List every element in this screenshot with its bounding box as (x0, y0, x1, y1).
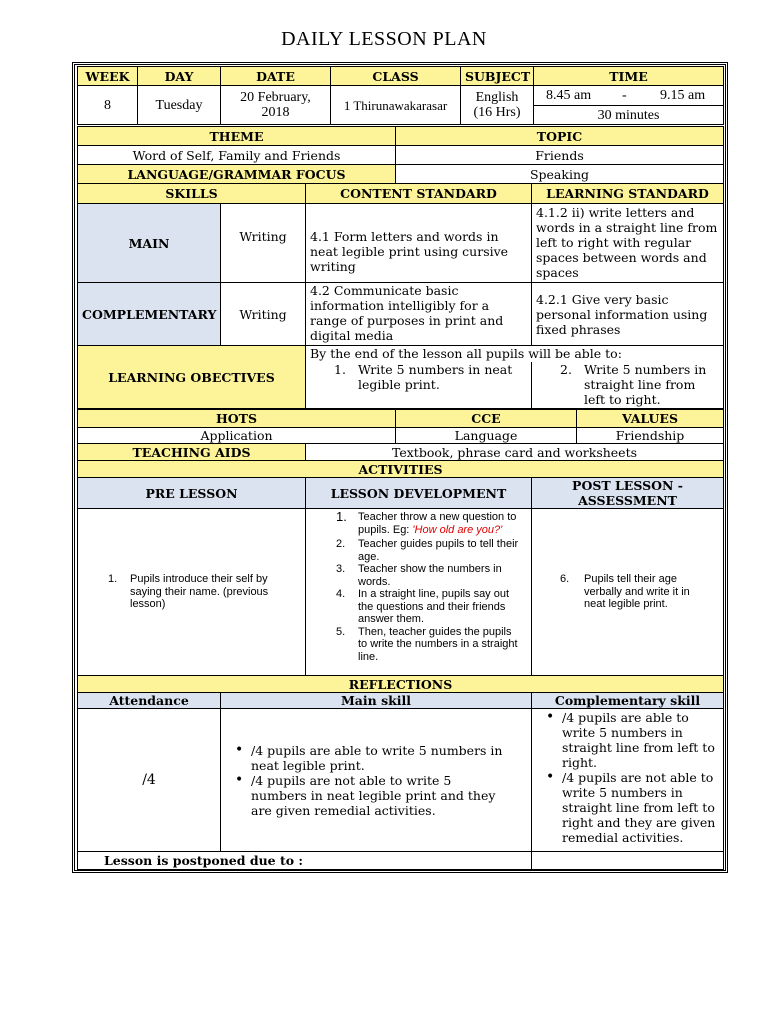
focus-value: Speaking (396, 165, 724, 184)
main-skill-reflection-label: Main skill (221, 693, 532, 709)
main-skill-value: Writing (221, 204, 306, 283)
day-label: DAY (138, 67, 221, 86)
reflections-label: REFLECTIONS (78, 676, 724, 693)
complementary-skill-reflection (532, 709, 724, 852)
content-standard-label: CONTENT STANDARD (306, 184, 532, 204)
lesson-development-label: LESSON DEVELOPMENT (306, 478, 532, 509)
reflection-item: • /4 pupils are not able to write 5 numbers in straight line from left to right and they are given remedial activities. (540, 770, 717, 845)
reflection-item: • /4 pupils are not able to write 5 numbers in neat legible print and they are given remedial activities. (229, 773, 511, 818)
objective-item: 1. Write 5 numbers in neat legible print. (306, 362, 532, 409)
main-skill-reflection (221, 709, 532, 852)
values-value: Friendship (577, 428, 724, 444)
time-end: 9.15 am (660, 88, 706, 103)
date-value: 20 February, 2018 (221, 86, 331, 125)
postponed-reason (532, 852, 724, 870)
objective-text: Write 5 numbers in straight line from left to right. (584, 361, 707, 407)
example-question: 'How old are you?' (412, 523, 503, 536)
main-content-standard: 4.1 Form letters and words in neat legible print using cursive writing (306, 204, 532, 283)
subject-label: SUBJECT (461, 67, 534, 86)
activities-table (77, 443, 724, 676)
objective-text: Write 5 numbers in neat legible print. (358, 361, 513, 392)
complementary-learning-standard: 4.2.1 Give very basic personal information using fixed phrases (532, 283, 724, 346)
main-learning-standard: 4.1.2 ii) write letters and words in a straight line from left to right with regular spaces between words and spaces (532, 204, 724, 283)
learning-standard-label: LEARNING STANDARD (532, 184, 724, 204)
time-start: 8.45 am (546, 88, 592, 103)
topic-label: TOPIC (396, 127, 724, 146)
attendance-value: /4 (78, 709, 221, 852)
reflection-item: • /4 pupils are able to write 5 numbers in neat legible print. (229, 743, 511, 773)
activity-step: 2. Teacher guides pupils to tell their age. (336, 538, 519, 563)
day-value: Tuesday (138, 86, 221, 125)
week-value: 8 (78, 86, 138, 125)
complementary-content-standard: 4.2 Communicate basic information intelligibly for a range of purposes in print and digital media (306, 283, 532, 346)
activity-step: 4. In a straight line, pupils say out the questions and their friends answer them. (336, 588, 510, 625)
theme-value: Word of Self, Family and Friends (78, 146, 396, 165)
time-range (534, 86, 724, 106)
lesson-development-activities (306, 509, 532, 676)
attendance-label: Attendance (78, 693, 221, 709)
pre-lesson-label: PRE LESSON (78, 478, 306, 509)
page-title: DAILY LESSON PLAN (281, 28, 487, 50)
header-table (77, 66, 724, 125)
reflection-item: • /4 pupils are able to write 5 numbers in straight line from left to right. (540, 710, 717, 770)
subject-value: English (16 Hrs) (461, 86, 534, 125)
complementary-skill-reflection-label: Complementary skill (532, 693, 724, 709)
week-label: WEEK (78, 67, 138, 86)
complementary-skill-label: COMPLEMENTARY (78, 283, 221, 346)
theme-table (77, 126, 724, 184)
topic-value: Friends (396, 146, 724, 165)
time-separator: - (622, 88, 627, 103)
objective-item: 2. Write 5 numbers in straight line from left to right. (532, 362, 724, 409)
theme-label: THEME (78, 127, 396, 146)
activity-step: 1. Teacher throw a new question to pupils. Eg: 'How old are you?' (336, 509, 517, 536)
skills-label: SKILLS (78, 184, 306, 204)
hots-value: Application (78, 428, 396, 444)
post-lesson-label: POST LESSON - ASSESSMENT (532, 478, 724, 509)
objectives-intro: By the end of the lesson all pupils will be able to: (306, 346, 724, 362)
hots-table (77, 409, 724, 444)
standards-table (77, 183, 724, 409)
reflections-table (77, 675, 724, 870)
activities-label: ACTIVITIES (78, 461, 724, 478)
date-label: DATE (221, 67, 331, 86)
hots-label: HOTS (78, 410, 396, 428)
cce-label: CCE (396, 410, 577, 428)
focus-label: LANGUAGE/GRAMMAR FOCUS (78, 165, 396, 184)
values-label: VALUES (577, 410, 724, 428)
class-value: 1 Thirunawakarasar (331, 86, 461, 125)
post-lesson-activity: 6. Pupils tell their age verbally and write it in neat legible print. (532, 509, 724, 676)
cce-value: Language (396, 428, 577, 444)
activity-step: 5. Then, teacher guides the pupils to write the numbers in a straight line. (336, 625, 518, 663)
teaching-aids-value: Textbook, phrase card and worksheets (306, 444, 724, 461)
learning-objectives-label: LEARNING OBECTIVES (78, 346, 306, 409)
pre-lesson-activity: 1. Pupils introduce their self by saying their name. (previous lesson) (78, 509, 306, 676)
main-skill-label: MAIN (78, 204, 221, 283)
activity-step: 3. Teacher show the numbers in words. (336, 563, 502, 588)
postponed-label: Lesson is postponed due to : (78, 852, 532, 870)
complementary-skill-value: Writing (221, 283, 306, 346)
class-label: CLASS (331, 67, 461, 86)
duration-value: 30 minutes (534, 106, 724, 125)
teaching-aids-label: TEACHING AIDS (78, 444, 306, 461)
time-label: TIME (534, 67, 724, 86)
